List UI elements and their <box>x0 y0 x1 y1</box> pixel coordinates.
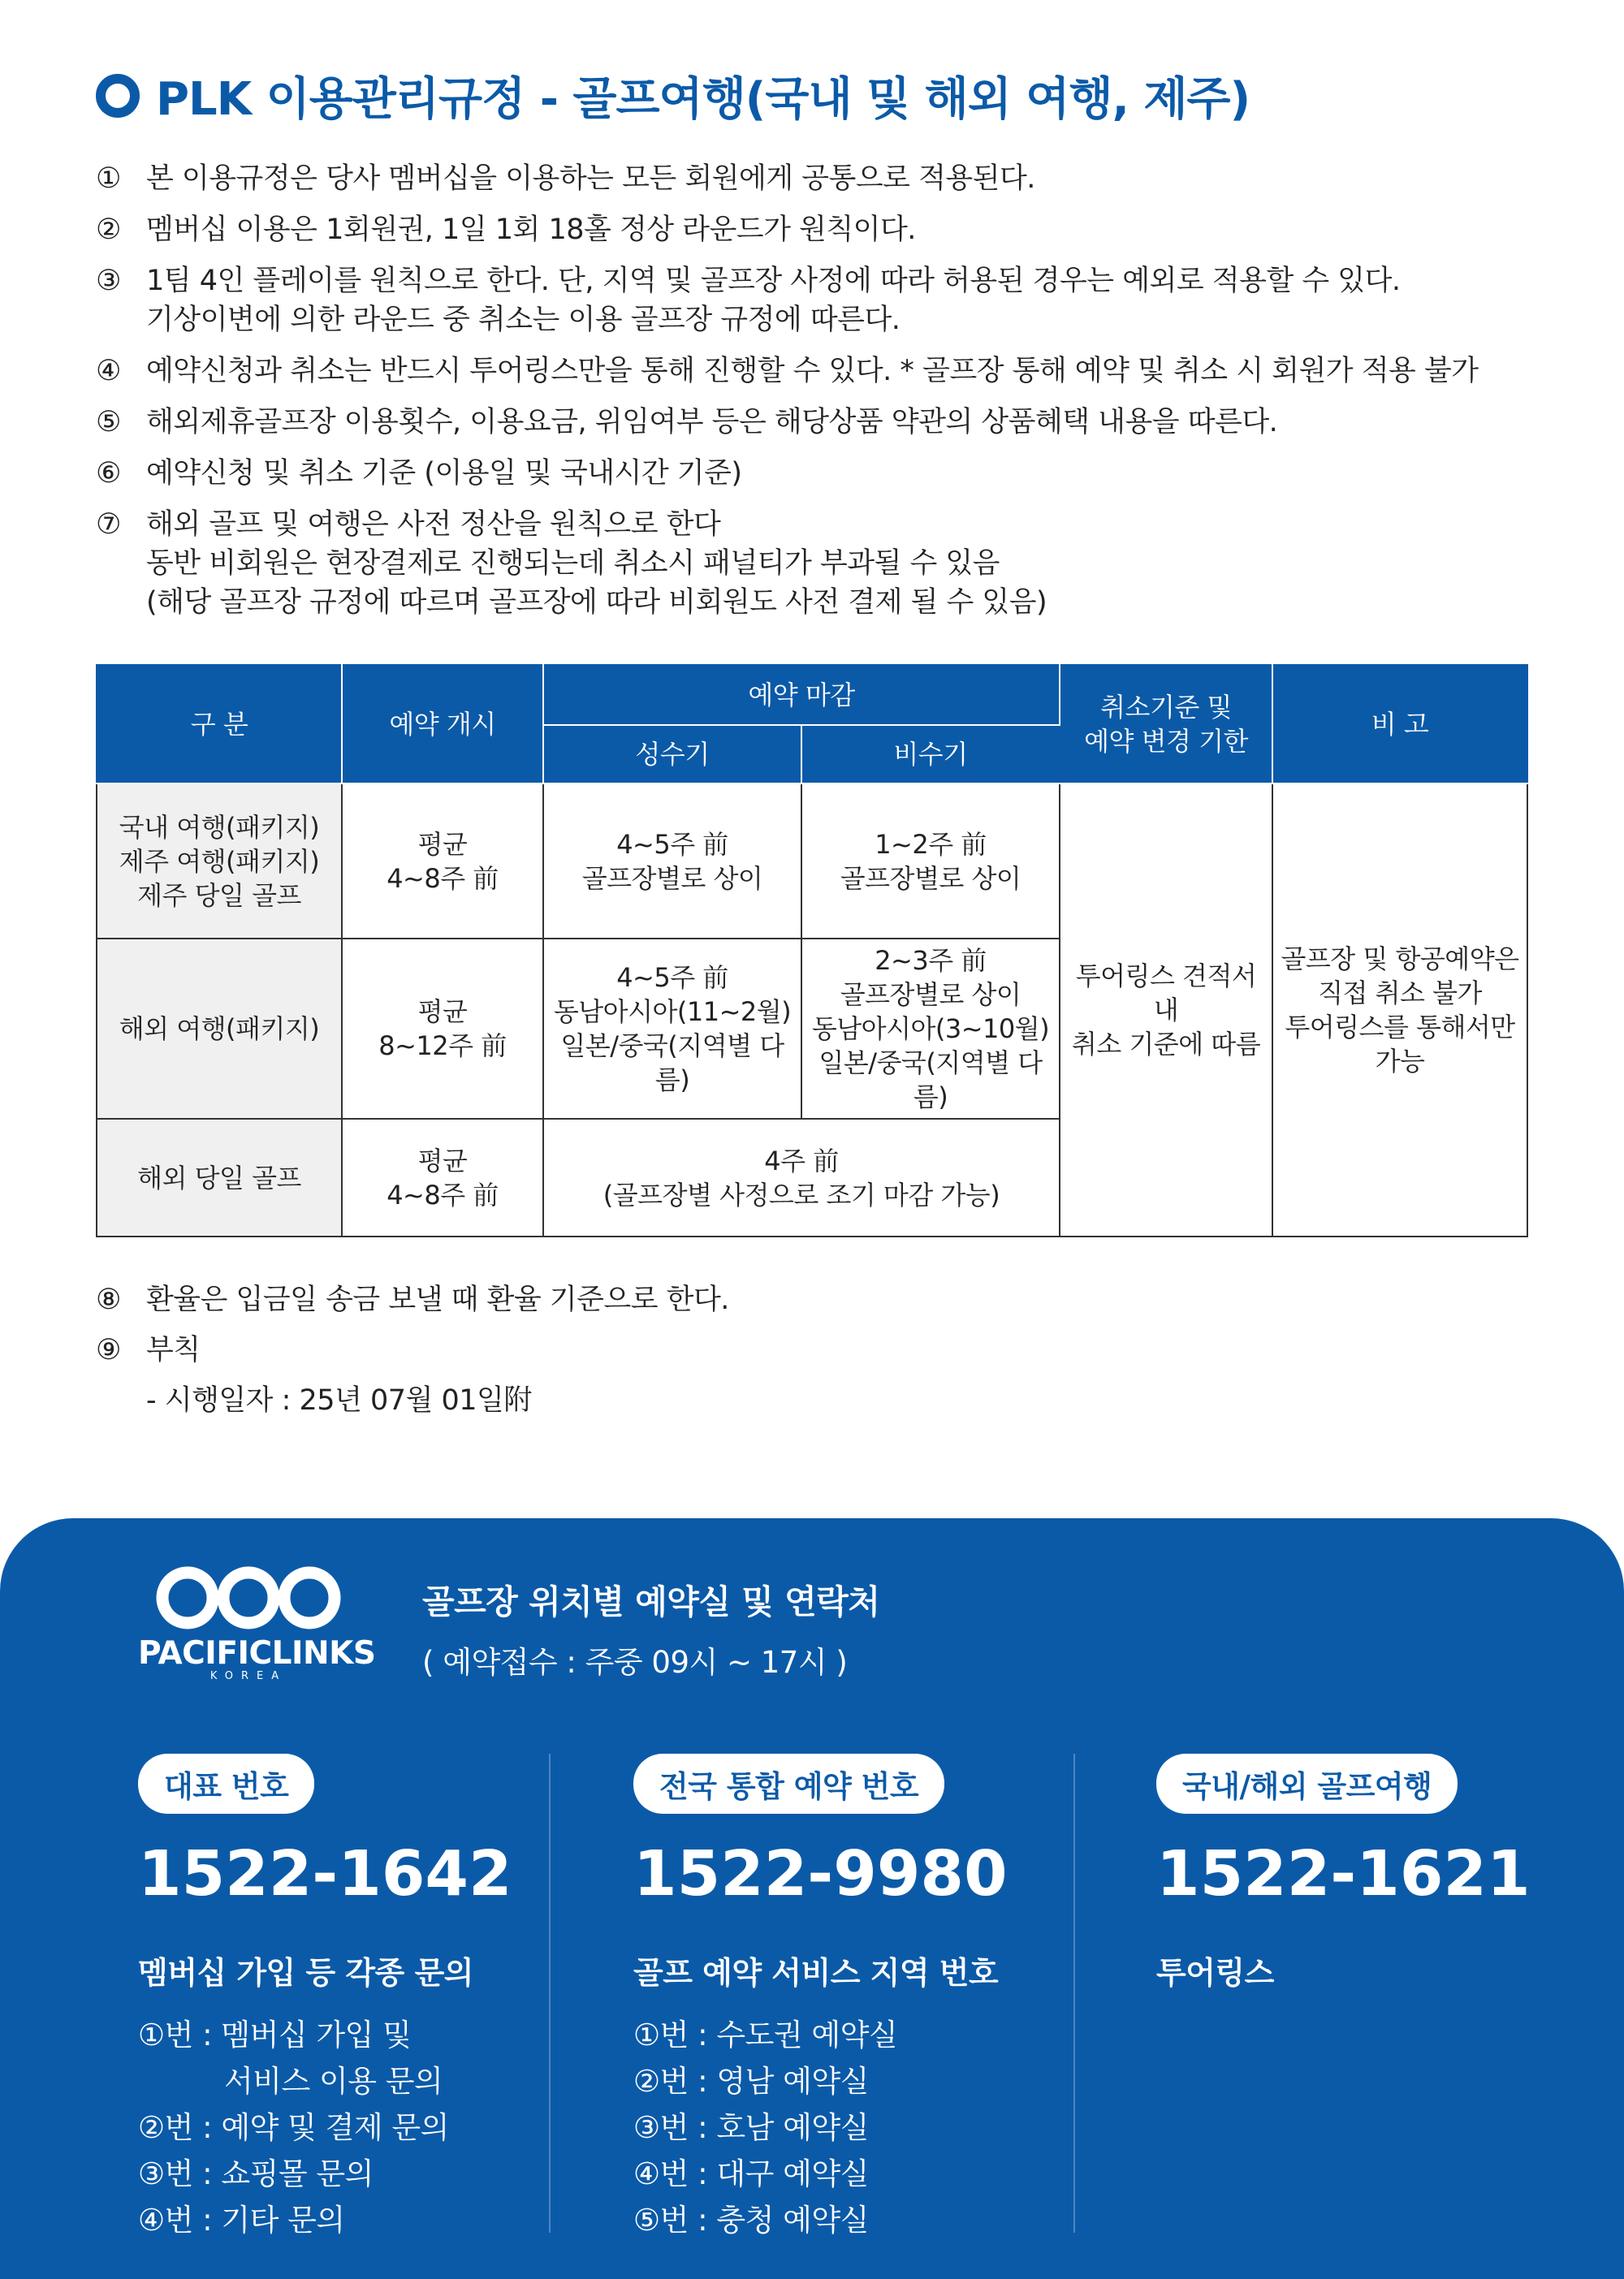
rule-number: ② <box>96 214 121 246</box>
row-category: 국내 여행(패키지) 제주 여행(패키지) 제주 당일 골프 <box>97 783 342 939</box>
header-cancel: 취소기준 및 예약 변경 기한 <box>1060 665 1272 783</box>
rule-item <box>96 1280 729 1319</box>
row-offpeak: 1~2주 前 골프장별로 상이 <box>801 783 1060 939</box>
header-peak: 성수기 <box>543 725 801 783</box>
row-open: 평균 4~8주 前 <box>342 783 543 939</box>
rule-item <box>96 352 1549 391</box>
footer-heading <box>422 1575 879 1681</box>
rule-item <box>96 454 1549 493</box>
row-category: 해외 여행(패키지) <box>97 939 342 1119</box>
list-item: ④번 : 기타 문의 <box>138 2203 345 2238</box>
list-item: ①번 : 멤버십 가입 및 <box>138 2018 412 2052</box>
rule-item <box>96 159 1549 198</box>
rules-list <box>96 159 1549 634</box>
phone-number[interactable]: 1522-9980 <box>633 1838 1008 1910</box>
column-divider <box>549 1754 551 2233</box>
rule-item <box>96 261 1549 339</box>
page-title-row <box>96 63 1250 128</box>
header-deadline: 예약 마감 <box>543 665 1060 725</box>
row-open: 평균 8~12주 前 <box>342 939 543 1119</box>
contact-column-travel <box>1156 1754 1531 1992</box>
rule-line: 예약신청과 취소는 반드시 투어링스만을 통해 진행할 수 있다. * 골프장 통해 예약 및 취소 시 회원가 적용 불가 <box>146 355 1479 387</box>
contact-label-pill: 국내/해외 골프여행 <box>1156 1754 1458 1814</box>
list-item: ④번 : 대구 예약실 <box>633 2156 869 2191</box>
header-offpeak: 비수기 <box>801 725 1060 783</box>
cancel-cell: 투어링스 견적서 내 취소 기준에 따름 <box>1060 783 1272 1237</box>
rule-text: 부칙 <box>146 1334 201 1366</box>
rule-number: ⑦ <box>96 508 121 541</box>
list-item: ②번 : 영남 예약실 <box>633 2064 869 2099</box>
rule-line: (해당 골프장 규정에 따르며 골프장에 따라 비회원도 사전 결제 될 수 있음) <box>146 586 1047 619</box>
rule-number: ⑧ <box>96 1284 121 1316</box>
table-row <box>97 783 1527 939</box>
list-item: ③번 : 쇼핑몰 문의 <box>138 2156 374 2191</box>
contact-column-title: 멤버십 가입 등 각종 문의 <box>138 1955 473 1991</box>
rule-number: ⑤ <box>96 406 121 438</box>
row-category: 해외 당일 골프 <box>97 1119 342 1237</box>
header-category: 구 분 <box>97 665 342 783</box>
phone-number[interactable]: 1522-1642 <box>138 1838 512 1910</box>
rule-line: 해외 골프 및 여행은 사전 정산을 원칙으로 한다 <box>146 508 721 541</box>
rule-number: ④ <box>96 355 121 387</box>
rule-line: 기상이변에 의한 라운드 중 취소는 이용 골프장 규정에 따른다. <box>146 304 901 336</box>
row-offpeak: 2~3주 前 골프장별로 상이 동남아시아(3~10월) 일본/중국(지역별 다름) <box>801 939 1060 1119</box>
list-item: ②번 : 예약 및 결제 문의 <box>138 2110 449 2145</box>
rules-after-list <box>96 1280 729 1420</box>
list-item: ⑤번 : 충청 예약실 <box>633 2203 869 2238</box>
page-title: PLK 이용관리규정 - 골프여행(국내 및 해외 여행, 제주) <box>156 73 1250 126</box>
list-item: 서비스 이용 문의 <box>224 2064 443 2099</box>
note-cell: 골프장 및 항공예약은 직접 취소 불가 투어링스를 통해서만 가능 <box>1272 783 1527 1237</box>
rule-number: ① <box>96 162 121 195</box>
header-open: 예약 개시 <box>342 665 543 783</box>
rule-line: 본 이용규정은 당사 멤버십을 이용하는 모든 회원에게 공통으로 적용된다. <box>146 162 1035 195</box>
phone-number[interactable]: 1522-1621 <box>1156 1838 1531 1910</box>
row-open: 평균 4~8주 前 <box>342 1119 543 1237</box>
contact-column-reservation <box>633 1754 1008 2243</box>
row-peak: 4~5주 前 동남아시아(11~2월) 일본/중국(지역별 다름) <box>543 939 801 1119</box>
list-item: ①번 : 수도권 예약실 <box>633 2018 898 2052</box>
rule-text <box>146 210 916 249</box>
rule-text <box>146 159 1035 198</box>
footer-hours: ( 예약접수 : 주중 09시 ~ 17시 ) <box>422 1645 848 1680</box>
reservation-table <box>96 664 1528 1237</box>
rule-item <box>96 505 1549 622</box>
logo-name: PACIFICLINKS <box>138 1635 376 1672</box>
header-note: 비 고 <box>1272 665 1527 783</box>
rule-number: ⑨ <box>96 1334 121 1366</box>
column-divider <box>1073 1754 1075 2233</box>
rule-text: 환율은 입금일 송금 보낼 때 환율 기준으로 한다. <box>146 1284 729 1316</box>
rule-text <box>146 403 1277 442</box>
rule-text <box>146 505 1047 622</box>
rule-item <box>96 210 1549 249</box>
contact-option-list <box>633 2012 1008 2243</box>
rule-text <box>146 352 1479 391</box>
three-rings-logo-icon <box>153 1565 343 1630</box>
rule-item <box>96 403 1549 442</box>
rule-text <box>146 454 742 493</box>
pacificlinks-logo <box>138 1565 376 1682</box>
contact-column-title: 골프 예약 서비스 지역 번호 <box>633 1955 999 1991</box>
rule-item <box>96 1331 729 1370</box>
footer-title: 골프장 위치별 예약실 및 연락처 <box>422 1582 880 1621</box>
rule-text <box>146 261 1401 339</box>
row-deadline-merged: 4주 前 (골프장별 사정으로 조기 마감 가능) <box>543 1119 1060 1237</box>
logo-sub: KOREA <box>209 1670 287 1682</box>
contact-column-main <box>138 1754 512 2243</box>
row-peak: 4~5주 前 골프장별로 상이 <box>543 783 801 939</box>
contact-label-pill: 전국 통합 예약 번호 <box>633 1754 944 1814</box>
contact-label-pill: 대표 번호 <box>138 1754 314 1814</box>
rule-number: ③ <box>96 265 121 297</box>
contact-footer <box>0 1518 1624 2279</box>
rule-number: ⑥ <box>96 457 121 490</box>
circle-bullet-icon <box>96 74 140 118</box>
rule-line: 1팀 4인 플레이를 원칙으로 한다. 단, 지역 및 골프장 사정에 따라 허용된 경우는 예외로 적용할 수 있다. <box>146 265 1401 297</box>
contact-column-title: 투어링스 <box>1156 1955 1274 1991</box>
rule-line: 멤버십 이용은 1회원권, 1일 1회 18홀 정상 라운드가 원칙이다. <box>146 214 916 246</box>
rule-line: 해외제휴골프장 이용횟수, 이용요금, 위임여부 등은 해당상품 약관의 상품혜택 내용을 따른다. <box>146 406 1278 438</box>
effective-date: - 시행일자 : 25년 07월 01일附 <box>146 1384 532 1417</box>
rule-line: 예약신청 및 취소 기준 (이용일 및 국내시간 기준) <box>146 457 742 490</box>
rule-line: 동반 비회원은 현장결제로 진행되는데 취소시 패널티가 부과될 수 있음 <box>146 547 1000 580</box>
list-item: ③번 : 호남 예약실 <box>633 2110 869 2145</box>
contact-option-list <box>138 2012 512 2243</box>
